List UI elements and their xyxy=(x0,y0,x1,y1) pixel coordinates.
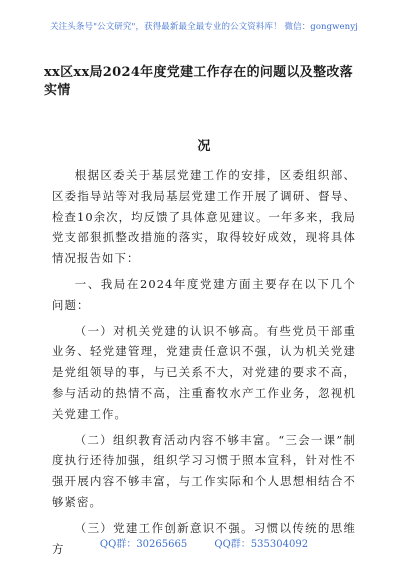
footer-qq-group-2: QQ群：535304092 xyxy=(214,539,309,550)
footer-qq-group-1: QQ群：30265665 xyxy=(99,539,188,550)
paragraph-intro: 根据区委关于基层党建工作的安排，区委组织部、区委指导站等对我局基层党建工作开展了调研、督导、检查10余次，均反馈了具体意见建议。一年多来，我局党支部狠抓整改措施的落实，取得较好成效，现将具体情况报告如下： xyxy=(52,168,356,266)
title-line-2: 况 xyxy=(197,139,211,154)
paragraph-issue-3: （三）党建工作创新意识不强。习惯以传统的思维方 xyxy=(52,520,356,556)
paragraph-section-heading: 一、我局在2024年度党建方面主要存在以下几个问题： xyxy=(52,276,356,312)
document-body xyxy=(52,165,356,559)
paragraph-issue-1: （一）对机关党建的认识不够高。有些党员干部重业务、轻党建管理，党建责任意识不强，认为机关党建是党组领导的事，与已关系不大，对党建的要求不高，参与活动的热情不高，注重畜牧水产工作业务，忽视机关党建工作。 xyxy=(52,323,356,421)
title-line-1: xx区xx局2024年度党建工作存在的问题以及整改落实情 xyxy=(44,65,353,98)
paragraph-issue-2: （二）组织教育活动内容不够丰富。“三会一课”制度执行还待加强，组织学习习惯于照本宣科，针对性不强开展内容不够丰富，与工作实际和个人思想相结合不够紧密。 xyxy=(52,432,356,509)
footer-contact xyxy=(0,535,408,550)
document-title xyxy=(44,64,364,156)
promo-header: 关注头条号"公文研究"，获得最新最全最专业的公文资料库！ 微信：gongwenyj xyxy=(50,22,358,32)
